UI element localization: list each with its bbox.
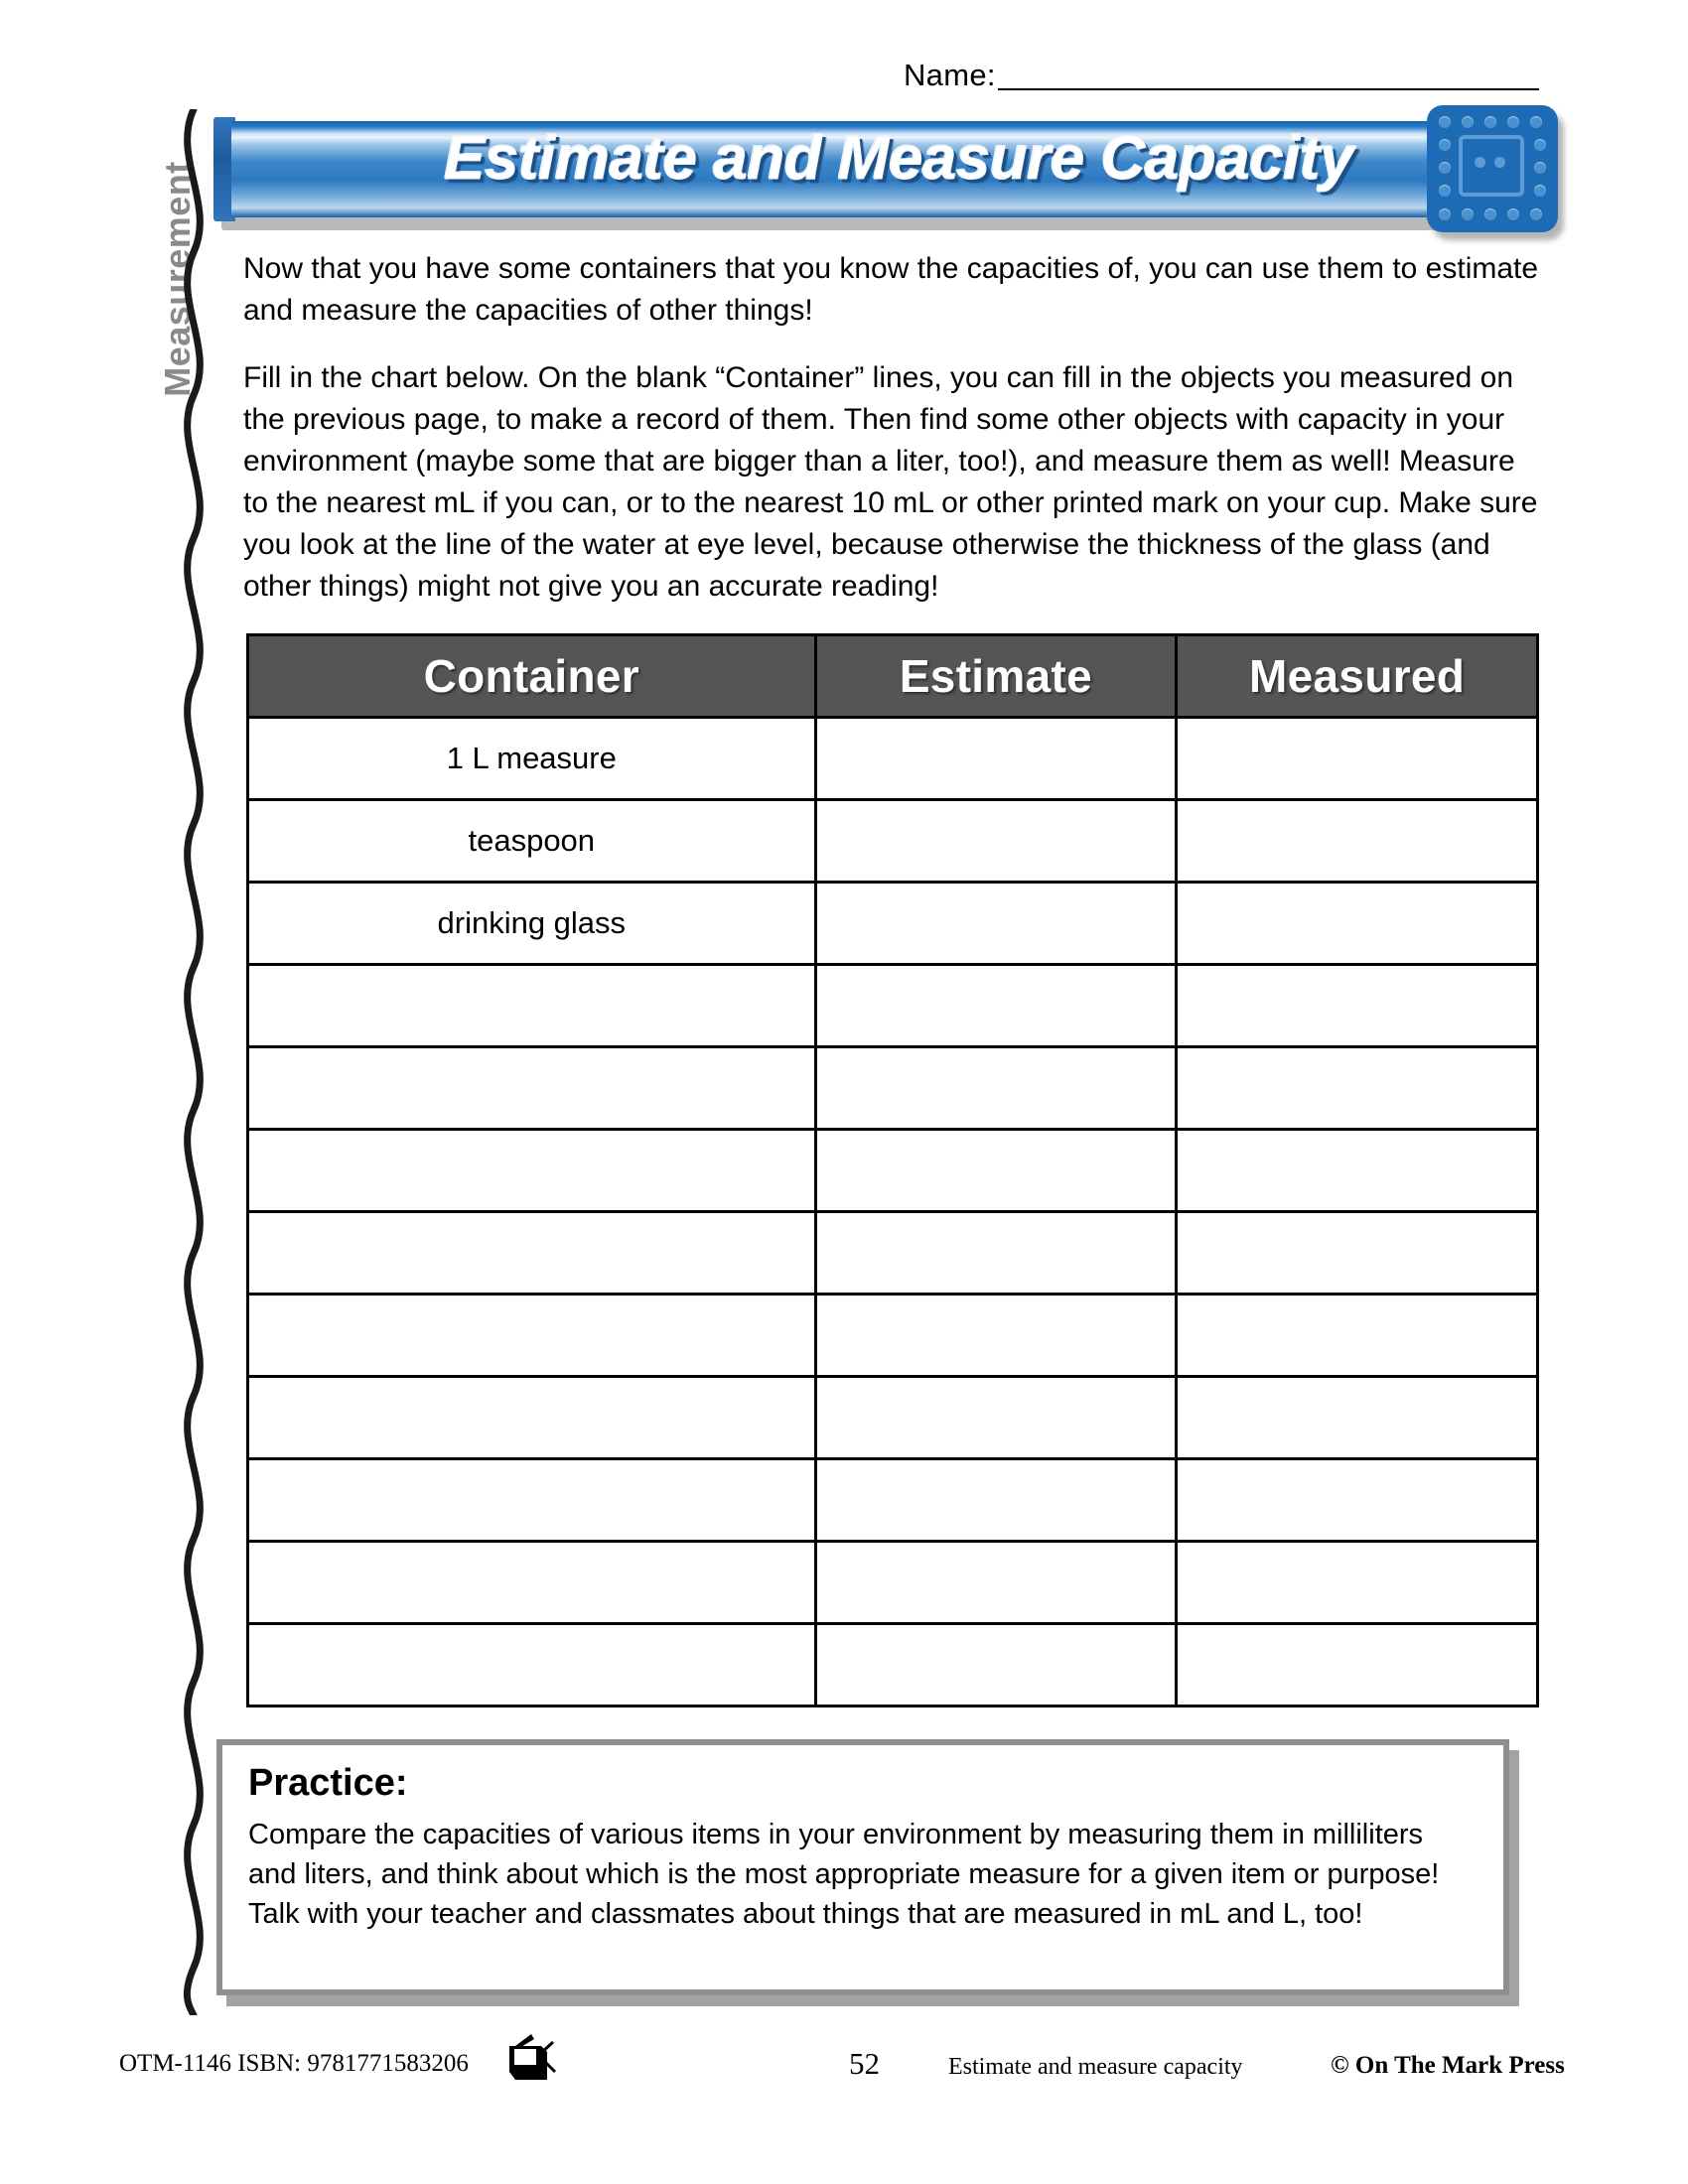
column-header-estimate: Estimate [815,635,1177,718]
cell-estimate[interactable] [815,1130,1177,1212]
cell-measured[interactable] [1177,883,1538,965]
footer-description: Estimate and measure capacity [948,2054,1243,2080]
cell-estimate[interactable] [815,800,1177,883]
cell-estimate[interactable] [815,1377,1177,1459]
cell-container[interactable] [248,1542,816,1624]
practice-text: Compare the capacities of various items in your environment by measuring them in milliliters and liters, and think about which is the most appropriate measure for a given item or purpose! Talk with your teacher and classmates about things that are measured in mL and L, too! [248,1818,1440,1930]
column-header-measured: Measured [1177,635,1538,718]
cell-measured[interactable] [1177,800,1538,883]
cell-container[interactable] [248,1047,816,1130]
table-row [248,1130,1538,1212]
footer-page-number: 52 [849,2046,880,2081]
cell-container[interactable] [248,965,816,1047]
cell-measured[interactable] [1177,1130,1538,1212]
table-row [248,1459,1538,1542]
cell-container[interactable] [248,1459,816,1542]
cell-measured[interactable] [1177,718,1538,800]
cell-measured[interactable] [1177,1295,1538,1377]
practice-section [216,1739,1509,1995]
title-banner [213,117,1534,221]
dotted-panel-icon [1427,105,1558,232]
name-input-line[interactable] [998,63,1539,90]
footer-code: OTM-1146 ISBN: 9781771583206 [119,2050,469,2077]
table-row [248,1295,1538,1377]
footer-copyright: © On The Mark Press [1331,2052,1565,2079]
sidebar-unit-label: Measurement [157,161,198,397]
cell-estimate[interactable] [815,1047,1177,1130]
table-row [248,718,1538,800]
cell-estimate[interactable] [815,1212,1177,1295]
intro-paragraph-2: Fill in the chart below. On the blank “Container” lines, you can fill in the objects you measured on the previous page, to make a record of them. Then find some other objects with capacity in your environment (maybe some that are bigger than a liter, too!), and measure them as well! Measure to the nearest mL if you can, or to the nearest 10 mL or other printed mark on your cup. Make sure you look at the line of the water at eye level, because otherwise the thickness of the glass (and other things) might not give you an accurate reading! [243,361,1538,603]
cell-estimate[interactable] [815,965,1177,1047]
cell-measured[interactable] [1177,1047,1538,1130]
practice-box [216,1739,1509,1995]
table-header-row [248,635,1538,718]
cell-container[interactable] [248,1295,816,1377]
page-title: Estimate and Measure Capacity [444,124,1353,193]
wavy-line-icon [167,109,220,2015]
page-footer [0,2040,1688,2100]
name-label: Name: [904,58,996,92]
cell-estimate[interactable] [815,1624,1177,1706]
table-row [248,1212,1538,1295]
cell-container[interactable] [248,1624,816,1706]
cell-estimate[interactable] [815,718,1177,800]
intro-paragraph-1: Now that you have some containers that you know the capacities of, you can use them to estimate and measure the capacities of other things! [243,252,1539,327]
table-row [248,965,1538,1047]
cell-container[interactable] [248,1377,816,1459]
table-row [248,1542,1538,1624]
cell-container[interactable]: teaspoon [248,800,816,883]
table-row [248,800,1538,883]
book-flip-icon [501,2032,565,2092]
cell-container[interactable]: drinking glass [248,883,816,965]
table-row [248,1624,1538,1706]
cell-estimate[interactable] [815,1295,1177,1377]
cell-estimate[interactable] [815,883,1177,965]
name-field-row [904,60,1539,90]
cell-estimate[interactable] [815,1542,1177,1624]
capacity-chart-table [246,633,1539,1707]
intro-text [243,248,1544,633]
cell-measured[interactable] [1177,965,1538,1047]
practice-title: Practice: [248,1762,408,1804]
table-body [248,718,1538,1706]
cell-container[interactable] [248,1130,816,1212]
table-row [248,883,1538,965]
column-header-container: Container [248,635,816,718]
sidebar [119,109,218,2015]
cell-container[interactable] [248,1212,816,1295]
cell-measured[interactable] [1177,1212,1538,1295]
cell-container[interactable]: 1 L measure [248,718,816,800]
cell-measured[interactable] [1177,1624,1538,1706]
cell-measured[interactable] [1177,1542,1538,1624]
cell-measured[interactable] [1177,1377,1538,1459]
table-row [248,1377,1538,1459]
cell-estimate[interactable] [815,1459,1177,1542]
table-row [248,1047,1538,1130]
cell-measured[interactable] [1177,1459,1538,1542]
